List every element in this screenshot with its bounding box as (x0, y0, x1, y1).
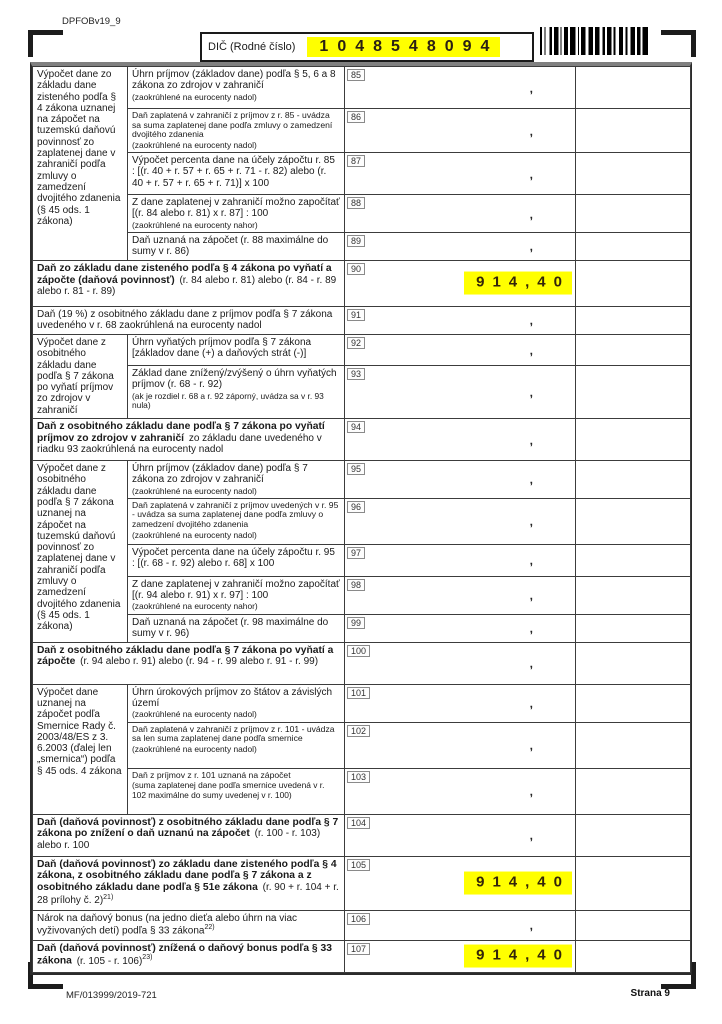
spare-cell (576, 614, 691, 642)
row-desc-86: Daň zaplatená v zahraničí z príjmov z r. 85 - uvádza sa suma zaplatenej dane podľa zmluvy o zamedzení dvojitého zdanenia (zaokrúhlené na eurocenty nadol) (128, 109, 345, 153)
row-desc-91: Daň (19 %) z osobitného základu dane z príjmov podľa § 7 zákona uvedeného v r. 68 zaokrúhlená na eurocenty nadol (33, 306, 345, 334)
decimal-comma: , (529, 621, 533, 636)
row-number-box: 98 (347, 579, 365, 591)
decimal-comma: , (529, 432, 533, 447)
amount-field-103[interactable] (345, 768, 576, 814)
amount-field-88[interactable] (345, 195, 576, 233)
row-desc-93: Základ dane znížený/zvýšený o úhrn vyňatých príjmov (r. 68 - r. 92) (ak je rozdiel r. 68 a r. 92 záporný, uvádza sa v r. 93 nula) (128, 366, 345, 419)
decimal-comma: , (529, 738, 533, 753)
row-desc-96: Daň zaplatená v zahraničí z príjmov uvedených v r. 95 - uvádza sa suma zaplatenej dane podľa zmluvy o zamedzení dvojitého zdanenia (zaokrúhlené na eurocenty nadol) (128, 498, 345, 544)
row-desc-97: Výpočet percenta dane na účely zápočtu r. 95 : [(r. 68 - r. 92) alebo r. 68] x 100 (128, 544, 345, 576)
row-number-box: 104 (347, 817, 370, 829)
spare-cell (576, 67, 691, 109)
amount-field-85[interactable] (345, 67, 576, 109)
spare-cell (576, 334, 691, 365)
footer-page-number: Strana 9 (630, 988, 670, 999)
row-desc-94: Daň z osobitného základu dane podľa § 7 zákona po vyňatí príjmov zo zdrojov v zahraničí zo základu dane uvedeného v riadku 93 zaokrúhlená na eurocenty nadol (33, 419, 345, 461)
footnote-ref: 22) (204, 923, 215, 931)
amount-field-102[interactable] (345, 722, 576, 768)
group-label-b: Výpočet dane z osobitného základu dane podľa § 7 zákona po vyňatí príjmov zo zdrojov v zahraničí (33, 334, 128, 418)
row-desc-100: Daň z osobitného základu dane podľa § 7 zákona po vyňatí a zápočte (r. 94 alebo r. 91) alebo (r. 94 - r. 99 alebo r. 91 - r. 99) (33, 642, 345, 684)
amount-field-106[interactable] (345, 910, 576, 940)
amount-field-91[interactable] (345, 306, 576, 334)
row-desc-102: Daň zaplatená v zahraničí z príjmov z r. 101 - uvádza sa len suma zaplatenej dane podľa smernice (zaokrúhlené na eurocenty nadol) (128, 722, 345, 768)
row-desc-87: Výpočet percenta dane na účely zápočtu r. 85 : [(r. 40 + r. 57 + r. 65 + r. 71 - r. 82) alebo (r. 40 + r. 57 + r. 65 + r. 71)] x 100 (128, 153, 345, 195)
amount-field-93[interactable] (345, 366, 576, 419)
crop-mark-top-right-icon (661, 30, 696, 57)
decimal-comma: , (529, 918, 533, 933)
row-number-box: 106 (347, 913, 370, 925)
decimal-comma: , (529, 313, 533, 328)
footnote-ref: 21) (103, 893, 114, 901)
row-number-box: 99 (347, 617, 365, 629)
spare-cell (576, 366, 691, 419)
spare-cell (576, 544, 691, 576)
spare-cell (576, 910, 691, 940)
decimal-comma: , (529, 166, 533, 181)
spare-cell (576, 195, 691, 233)
amount-field-86[interactable] (345, 109, 576, 153)
spare-cell (576, 153, 691, 195)
row-desc-89: Daň uznaná na zápočet (r. 88 maximálne do sumy v r. 86) (128, 232, 345, 260)
amount-value-107: 914,40 (464, 945, 572, 968)
footnote-ref: 23) (142, 954, 153, 962)
dic-value-field[interactable]: 1048548094 (307, 37, 500, 57)
amount-field-100[interactable] (345, 642, 576, 684)
row-number-box: 91 (347, 309, 365, 321)
amount-field-105[interactable] (345, 856, 576, 910)
amount-field-107[interactable] (345, 940, 576, 972)
crop-mark-top-left-icon (28, 30, 63, 57)
spare-cell (576, 419, 691, 461)
spare-cell (576, 260, 691, 306)
decimal-comma: , (529, 553, 533, 568)
decimal-comma: , (529, 385, 533, 400)
footer-document-number: MF/013999/2019-721 (66, 990, 157, 1001)
amount-field-94[interactable] (345, 419, 576, 461)
tax-calculation-table (30, 62, 692, 975)
decimal-comma: , (529, 343, 533, 358)
row-desc-106: Nárok na daňový bonus (na jedno dieťa alebo úhrn na viac vyživovaných detí) podľa § 33 zákona$^{22)}$ (33, 910, 345, 940)
amount-value-105: 914,40 (464, 872, 572, 895)
spare-cell (576, 461, 691, 499)
row-desc-104: Daň (daňová povinnosť) z osobitného základu dane podľa § 7 zákona po znížení o daň uznanú na zápočet (r. 100 - r. 103) alebo r. 100 (33, 814, 345, 856)
row-number-box: 107 (347, 943, 370, 955)
decimal-comma: , (529, 588, 533, 603)
decimal-comma: , (529, 472, 533, 487)
row-number-box: 103 (347, 771, 370, 783)
row-number-box: 92 (347, 337, 365, 349)
decimal-comma: , (529, 828, 533, 843)
row-number-box: 97 (347, 547, 365, 559)
amount-field-97[interactable] (345, 544, 576, 576)
row-desc-90: Daň zo základu dane zisteného podľa § 4 zákona po vyňatí a zápočte (daňová povinnosť) (r. 84 alebo r. 81) alebo (r. 84 - r. 89 alebo r. 81 - r. 89) (33, 260, 345, 306)
row-desc-92: Úhrn vyňatých príjmov podľa § 7 zákona [základov dane (+) a daňových strát (-)] (128, 334, 345, 365)
row-number-box: 93 (347, 368, 365, 380)
row-desc-99: Daň uznaná na zápočet (r. 98 maximálne do sumy v r. 96) (128, 614, 345, 642)
decimal-comma: , (529, 123, 533, 138)
row-number-box: 94 (347, 421, 365, 433)
row-number-box: 85 (347, 69, 365, 81)
decimal-comma: , (529, 206, 533, 221)
spare-cell (576, 856, 691, 910)
spare-cell (576, 768, 691, 814)
spare-cell (576, 498, 691, 544)
spare-cell (576, 722, 691, 768)
spare-cell (576, 576, 691, 614)
row-desc-88: Z dane zaplatenej v zahraničí možno započítať [(r. 84 alebo r. 81) x r. 87] : 100 (zaokrúhlené na eurocenty nahor) (128, 195, 345, 233)
row-number-box: 86 (347, 111, 365, 123)
spare-cell (576, 306, 691, 334)
row-number-box: 105 (347, 859, 370, 871)
decimal-comma: , (529, 239, 533, 254)
row-number-box: 89 (347, 235, 365, 247)
amount-field-92[interactable] (345, 334, 576, 365)
spare-cell (576, 109, 691, 153)
decimal-comma: , (529, 784, 533, 799)
amount-field-101[interactable] (345, 684, 576, 722)
row-desc-101: Úhrn úrokových príjmov zo štátov a závislých území (zaokrúhlené na eurocenty nadol) (128, 684, 345, 722)
row-number-box: 102 (347, 725, 370, 737)
row-desc-107: Daň (daňová povinnosť) znížená o daňový bonus podľa § 33 zákona (r. 105 - r. 106)$^{23)}$ (33, 940, 345, 972)
amount-value-90: 914,40 (464, 272, 572, 295)
amount-field-89[interactable] (345, 232, 576, 260)
amount-field-96[interactable] (345, 498, 576, 544)
row-desc-95: Úhrn príjmov (základov dane) podľa § 7 zákona zo zdrojov v zahraničí (zaokrúhlené na eurocenty nadol) (128, 461, 345, 499)
decimal-comma: , (529, 696, 533, 711)
group-label-c: Výpočet dane z osobitného základu dane podľa § 7 zákona uznanej na zápočet na tuzemskú daňovú povinnosť zo zaplatenej dane v zahraničí podľa zmluvy o zamedzení dvojitého zdanenia (§ 45 ods. 1 zákona) (33, 461, 128, 643)
decimal-comma: , (529, 514, 533, 529)
dic-box (200, 32, 534, 62)
row-desc-103: Daň z príjmov z r. 101 uznaná na zápočet (suma zaplatenej dane podľa smernice uvedená v r. 102 maximálne do sumy uvedenej v r. 100) (128, 768, 345, 814)
row-number-box: 87 (347, 155, 365, 167)
amount-field-87[interactable] (345, 153, 576, 195)
spare-cell (576, 642, 691, 684)
spare-cell (576, 232, 691, 260)
spare-cell (576, 940, 691, 972)
decimal-comma: , (529, 80, 533, 95)
row-number-box: 88 (347, 197, 365, 209)
row-number-box: 101 (347, 687, 370, 699)
row-number-box: 95 (347, 463, 365, 475)
row-desc-98: Z dane zaplatenej v zahraničí možno započítať [(r. 94 alebo r. 91) x r. 97] : 100 (zaokrúhlené na eurocenty nahor) (128, 576, 345, 614)
amount-field-98[interactable] (345, 576, 576, 614)
row-desc-85: Úhrn príjmov (základov dane) podľa § 5, 6 a 8 zákona zo zdrojov v zahraničí (zaokrúhlené na eurocenty nadol) (128, 67, 345, 109)
decimal-comma: , (529, 656, 533, 671)
amount-field-95[interactable] (345, 461, 576, 499)
dic-label: DIČ (Rodné číslo) (208, 41, 296, 53)
amount-field-104[interactable] (345, 814, 576, 856)
spare-cell (576, 684, 691, 722)
row-number-box: 100 (347, 645, 370, 657)
group-label-d: Výpočet dane uznanej na zápočet podľa Smernice Rady č. 2003/48/ES z 3. 6.2003 (ďalej len „smernica“) podľa § 45 ods. 4 zákona (33, 684, 128, 814)
form-code: DPFOBv19_9 (62, 16, 121, 27)
barcode-icon (540, 27, 648, 55)
row-desc-105: Daň (daňová povinnosť) zo základu dane zisteného podľa § 4 zákona, z osobitného základu dane podľa § 7 zákona a z osobitného základu dane podľa § 51e zákona (r. 90 + r. 104 + r. 28 prílohy č. 2)$^{21)}$ (33, 856, 345, 910)
spare-cell (576, 814, 691, 856)
row-number-box: 96 (347, 501, 365, 513)
amount-field-90[interactable] (345, 260, 576, 306)
group-label-a: Výpočet dane zo základu dane zisteného podľa § 4 zákona uznanej na zápočet na tuzemskú daňovú povinnosť zo zaplatenej dane v zahraničí podľa zmluvy o zamedzení dvojitého zdanenia (§ 45 ods. 1 zákona) (33, 67, 128, 261)
amount-field-99[interactable] (345, 614, 576, 642)
row-number-box: 90 (347, 263, 365, 275)
